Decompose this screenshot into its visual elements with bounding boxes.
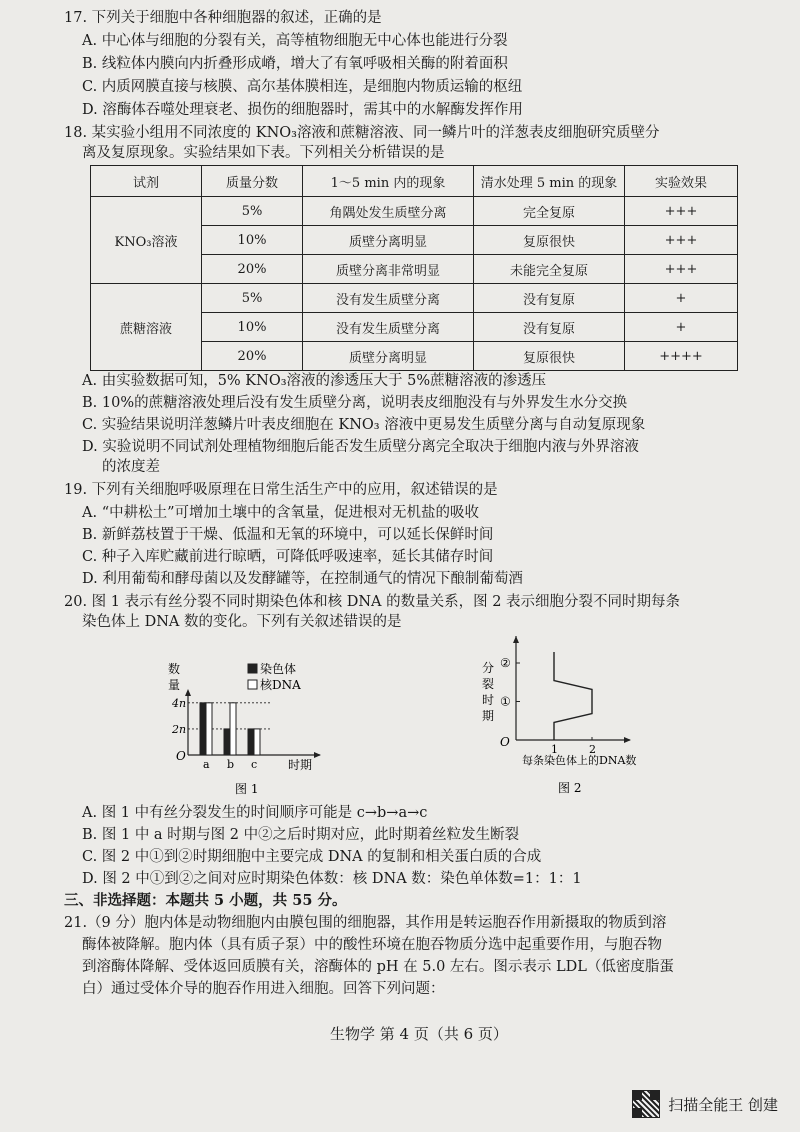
table-cell: 20% — [202, 255, 303, 284]
fig1-legend — [248, 661, 301, 692]
table-cell: 质壁分离明显 — [303, 342, 474, 371]
fig2-ylabel-3: 时 — [482, 693, 495, 707]
section-3-title: 三、非选择题：本题共 5 小题，共 55 分。 — [64, 892, 347, 909]
legend-label-chromosome: 染色体 — [260, 662, 297, 676]
figure-2-line-chart — [480, 630, 690, 805]
fig1-title: 图 1 — [235, 782, 259, 796]
q20-option-b: B. 图 1 中 a 时期与图 2 中②之后时期对应，此时期着丝粒发生断裂 — [82, 827, 520, 843]
fig2-ytick-label: ② — [500, 656, 511, 670]
table-cell: +++ — [625, 255, 738, 284]
fig2-ylabel-1: 分 — [482, 661, 495, 675]
q18-results-table — [90, 165, 738, 371]
page-footer: 生物学 第 4 页（共 6 页） — [330, 1025, 508, 1043]
watermark-text: 扫描全能王 创建 — [668, 1095, 778, 1114]
legend-label-dna: 核DNA — [260, 678, 301, 692]
q17-option-b: B. 线粒体内膜向内折叠形成嵴，增大了有氧呼吸相关酶的附着面积 — [82, 56, 508, 72]
table-cell: 复原很快 — [474, 226, 625, 255]
fig1-bar-b-dna — [230, 703, 236, 755]
q20-option-a: A. 图 1 中有丝分裂发生的时间顺序可能是 c→b→a→c — [82, 805, 428, 821]
table-cell: 未能完全复原 — [474, 255, 625, 284]
q18-option-c: C. 实验结果说明洋葱鳞片叶表皮细胞在 KNO₃ 溶液中更易发生质壁分离与自动复原现象 — [82, 417, 646, 433]
fig1-xlabel: 时期 — [288, 758, 313, 772]
q17-option-d: D. 溶酶体吞噬处理衰老、损伤的细胞器时，需其中的水解酶发挥作用 — [82, 102, 523, 118]
fig2-ylabel-4: 期 — [482, 709, 495, 723]
scanner-watermark — [632, 1090, 778, 1118]
q17-option-a: A. 中心体与细胞的分裂有关，高等植物细胞无中心体也能进行分裂 — [82, 33, 508, 49]
fig2-xtick-label: 2 — [589, 743, 596, 756]
table-row — [91, 197, 738, 226]
fig1-category-label: b — [227, 758, 235, 771]
q19-option-a: A. “中耕松土”可增加土壤中的含氧量，促进根对无机盐的吸收 — [82, 505, 480, 521]
q20-option-d: D. 图 2 中①到②之间对应时期染色体数：核 DNA 数：染色单体数=1：1：1 — [82, 871, 582, 887]
fig2-origin: O — [500, 735, 510, 749]
table-cell: 5% — [202, 284, 303, 313]
fig2-y-arrow — [513, 636, 519, 643]
figure-1-bar-chart — [160, 655, 330, 805]
fig1-x-arrow — [314, 752, 321, 758]
fig1-ylabel-1: 数 — [168, 662, 181, 676]
table-cell: 质壁分离明显 — [303, 226, 474, 255]
table-header: 试剂 — [91, 166, 202, 197]
table-cell: 没有复原 — [474, 284, 625, 313]
table-cell: +++ — [625, 197, 738, 226]
q20-stem-line2: 染色体上 DNA 数的变化。下列有关叙述错误的是 — [82, 614, 402, 630]
table-cell: 10% — [202, 226, 303, 255]
fig1-bar-c-chromosome — [248, 729, 254, 755]
fig2-ylabel-2: 裂 — [482, 677, 495, 691]
table-cell: +++ — [625, 226, 738, 255]
table-cell-reagent: 蔗糖溶液 — [91, 284, 202, 371]
table-cell: 10% — [202, 313, 303, 342]
fig1-y-arrow — [185, 689, 191, 696]
fig1-category-label: c — [251, 758, 258, 771]
table-header: 1～5 min 内的现象 — [303, 166, 474, 197]
table-cell: 没有发生质壁分离 — [303, 284, 474, 313]
fig2-xtick-label: 1 — [551, 743, 558, 756]
fig2-xlabel: 每条染色体上的DNA数 — [522, 754, 637, 767]
qr-code-icon — [632, 1090, 660, 1118]
legend-swatch-dna — [248, 680, 257, 689]
fig1-category-label: a — [203, 758, 210, 771]
fig2-x-arrow — [624, 737, 631, 743]
q20-stem-line1: 20. 图 1 表示有丝分裂不同时期染色体和核 DNA 的数量关系，图 2 表示细胞分裂不同时期每条 — [64, 594, 681, 610]
table-cell: 5% — [202, 197, 303, 226]
q21-line1: 21.（9 分）胞内体是动物细胞内由膜包围的细胞器，其作用是转运胞吞作用新摄取的物质到溶 — [64, 915, 667, 931]
q17-option-c: C. 内质网膜直接与核膜、高尔基体膜相连，是细胞内物质运输的枢纽 — [82, 79, 523, 95]
table-cell: 20% — [202, 342, 303, 371]
fig1-bar-a-chromosome — [200, 703, 206, 755]
table-header-row — [91, 166, 738, 197]
table-cell: 质壁分离非常明显 — [303, 255, 474, 284]
table-row — [91, 284, 738, 313]
fig2-ytick-label: ① — [500, 694, 511, 709]
table-header: 实验效果 — [625, 166, 738, 197]
q19-option-b: B. 新鲜荔枝置于干燥、低温和无氧的环境中，可以延长保鲜时间 — [82, 527, 494, 543]
fig2-title: 图 2 — [558, 781, 582, 795]
q18-stem-line1: 18. 某实验小组用不同浓度的 KNO₃溶液和蔗糖溶液、同一鳞片叶的洋葱表皮细胞研究质壁分 — [64, 125, 660, 141]
q19-option-c: C. 种子入库贮藏前进行晾晒，可降低呼吸速率，延长其储存时间 — [82, 549, 494, 565]
table-cell: ++++ — [625, 342, 738, 371]
fig2-plot-area — [500, 636, 631, 756]
table-header: 质量分数 — [202, 166, 303, 197]
q21-line3: 到溶酶体降解、受体返回质膜有关，溶酶体的 pH 在 5.0 左右。图示表示 LDL（低密度脂蛋 — [82, 959, 674, 975]
table-cell: 完全复原 — [474, 197, 625, 226]
table-cell: 没有复原 — [474, 313, 625, 342]
q19-stem: 19. 下列有关细胞呼吸原理在日常生活生产中的应用，叙述错误的是 — [64, 482, 498, 498]
legend-swatch-chromosome — [248, 664, 257, 673]
table-cell-reagent: KNO₃溶液 — [91, 197, 202, 284]
q18-option-a: A. 由实验数据可知，5% KNO₃溶液的渗透压大于 5%蔗糖溶液的渗透压 — [82, 373, 547, 389]
fig1-bar-a-dna — [206, 703, 212, 755]
q18-option-b: B. 10%的蔗糖溶液处理后没有发生质壁分离，说明表皮细胞没有与外界发生水分交换 — [82, 395, 628, 411]
table-cell: 没有发生质壁分离 — [303, 313, 474, 342]
fig1-ytick-label: 4n — [172, 696, 187, 710]
q20-option-c: C. 图 2 中①到②时期细胞中主要完成 DNA 的复制和相关蛋白质的合成 — [82, 849, 542, 865]
q19-option-d: D. 利用葡萄和酵母菌以及发酵罐等，在控制通气的情况下酿制葡萄酒 — [82, 571, 523, 587]
q21-line4: 白）通过受体介导的胞吞作用进入细胞。回答下列问题： — [82, 981, 445, 997]
fig2-dna-line — [554, 652, 592, 740]
fig1-bar-c-dna — [254, 729, 260, 755]
q21-line2: 酶体被降解。胞内体（具有质子泵）中的酸性环境在胞吞物质分选中起重要作用，与胞吞物 — [82, 937, 662, 953]
table-cell: + — [625, 284, 738, 313]
table-cell: + — [625, 313, 738, 342]
fig1-ytick-label: 2n — [172, 722, 187, 736]
q17-stem: 17. 下列关于细胞中各种细胞器的叙述，正确的是 — [64, 10, 382, 26]
fig1-ylabel-2: 量 — [168, 678, 181, 692]
table-cell: 角隅处发生质壁分离 — [303, 197, 474, 226]
q18-option-d: D. 实验说明不同试剂处理植物细胞后能否发生质壁分离完全取决于细胞内液与外界溶液 — [82, 439, 639, 455]
table-header: 清水处理 5 min 的现象 — [474, 166, 625, 197]
fig1-bar-b-chromosome — [224, 729, 230, 755]
q18-stem-line2: 离及复原现象。实验结果如下表。下列相关分析错误的是 — [82, 145, 445, 161]
fig1-origin: O — [176, 749, 186, 763]
q18-option-d-cont: 的浓度差 — [102, 459, 160, 475]
table-cell: 复原很快 — [474, 342, 625, 371]
